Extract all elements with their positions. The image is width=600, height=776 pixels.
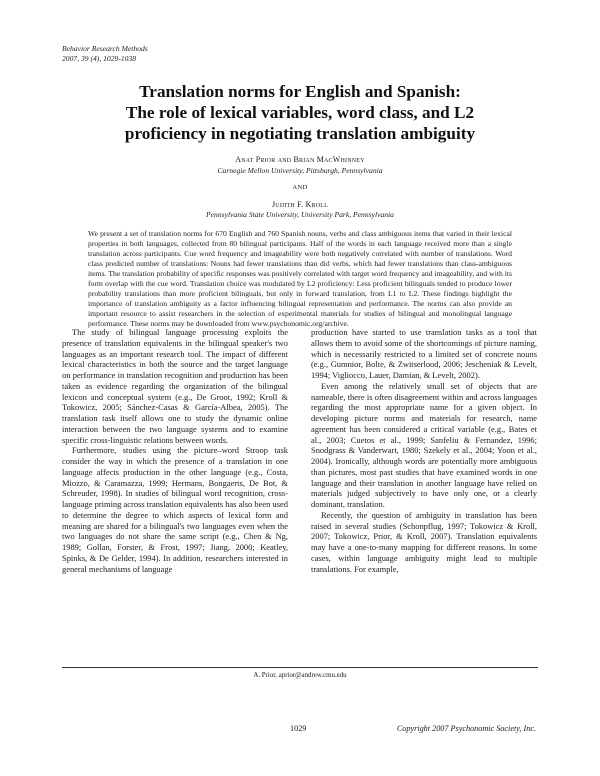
page-number: 1029: [290, 724, 307, 733]
copyright-notice: Copyright 2007 Psychonomic Society, Inc.: [396, 724, 536, 733]
journal-header: [62, 44, 148, 64]
paragraph: Even among the relatively small set of objects that are nameable, there is often disagreement within and across languages regarding the most appropriate name for a given object. In developing picture norms and materials for research, name agreement has been considered a critical variable (e.g., Bates et al., 2003; Cuetos et al., 1999; Sanfeliu & Fernandez, 1996; Snodgrass & Vanderwart, 1980; Szekely et al., 2004; Yoon et al., 2004). Ironically, although words are potentially more ambiguous than pictures, most past studies that have examined words in one language and their translation in another language have relied on materials judged subjectively to have only one, or a clearly dominant, translation.: [311, 380, 537, 509]
author-names-1: Anat Prior and Brian MacWhinney: [235, 155, 365, 164]
body-column-right: [311, 327, 537, 574]
author-block: [60, 155, 540, 221]
title-line-1: Translation norms for English and Spanish:: [139, 82, 461, 101]
footnote-divider: [62, 667, 538, 668]
paragraph: production have started to use translation tasks as a tool that allows them to avoid some of the shortcomings of picture naming, which is necessarily restricted to a limited set of concrete nouns (e.g., Gumnior, Bolte, & Zwitserlood, 2006; Jescheniak & Levelt, 1994; Vigliocco, Lauer, Damian, & Levelt, 2002).: [311, 327, 537, 380]
journal-name: Behavior Research Methods: [62, 44, 148, 53]
author-affiliation-2: Pennsylvania State University, University Park, Pennsylvania: [206, 210, 394, 219]
paragraph: The study of bilingual language processing exploits the presence of translation equivalents in the bilingual speaker's two languages as an important research tool. The impact of different lexical characteristics in both the source and the target language on performance in translation recognition and production has been taken as evidence regarding the organization of the bilingual lexicon and conceptual system (e.g., De Groot, 1992; Kroll & Tokowicz, 2005; Sánchez-Casas & García-Albea, 2005). The translation task itself allows one to study the dynamic online interaction between the two language systems and to examine specific cross-linguistic relations between words.: [62, 327, 288, 445]
author-conjunction: AND: [292, 184, 308, 191]
title-line-3: proficiency in negotiating translation ambiguity: [124, 124, 476, 143]
author-names-2: Judith F. Kroll: [271, 199, 329, 209]
paragraph: Furthermore, studies using the picture–word Stroop task consider the way in which the presence of a translation in one language affects production in the other language (e.g., Costa, Miozzo, & Caramazza, 1999; Hermans, Bongaerts, De Bot, & Schreuder, 1998). In studies of bilingual word recognition, cross-language priming across translation equivalents has also been used to determine the degree to which aspects of lexical form and meaning are shared for a bilingual's two languages even when the two languages do not share the same script (e.g., Chen & Ng, 1989; Gollan, Forster, & Frost, 1997; Jiang, 2000; Keatley, Spinks, & De Gelder, 1994). In addition, researchers interested in general mechanisms of language: [62, 445, 288, 574]
title-line-2: The role of lexical variables, word class, and L2: [125, 103, 475, 122]
body-column-left: [62, 327, 288, 574]
correspondence-footnote: A. Prior, aprior@andrew.cmu.edu: [253, 672, 347, 679]
abstract: We present a set of translation norms for 670 English and 760 Spanish nouns, verbs and class ambiguous items that varied in their lexical properties in both languages, collected from 80 bilingual participants. Half of the words in each language received more than a single translation across participants. Cue word frequency and imageability were both negatively correlated with number of translations. Word class predicted number of translations: Nouns had fewer translations than did verbs, which had fewer translations than class-ambiguous items. The translation probability of specific responses was positively correlated with target word frequency and imageability, and with its form overlap with the cue word. Translation choice was modulated by L2 proficiency: Less proficient bilinguals tended to produce lower probability translations than more proficient bilinguals, but only in forward translation, from L1 to L2. These findings highlight the importance of translation ambiguity as a factor influencing bilingual representation and performance. The norms can also provide an important resource to assist researchers in the selection of experimental materials for studies of bilingual and monolingual language performance. These norms may be downloaded from www.psychonomic.org/archive.: [88, 229, 512, 329]
journal-citation: 2007, 39 (4), 1029-1038: [62, 54, 137, 63]
author-affiliation-1: Carnegie Mellon University, Pittsburgh, Pennsylvania: [217, 165, 383, 175]
paragraph: Recently, the question of ambiguity in translation has been raised in several studies (Schonpflug, 1997; Tokowicz & Kroll, 2007; Tokowicz, Prior, & Kroll, 2007). Translation equivalents may have a one-to-many mapping for different reasons. In some cases, within language ambiguity might lead to multiple translations. For example,: [311, 509, 537, 574]
paper-title: [60, 81, 540, 144]
